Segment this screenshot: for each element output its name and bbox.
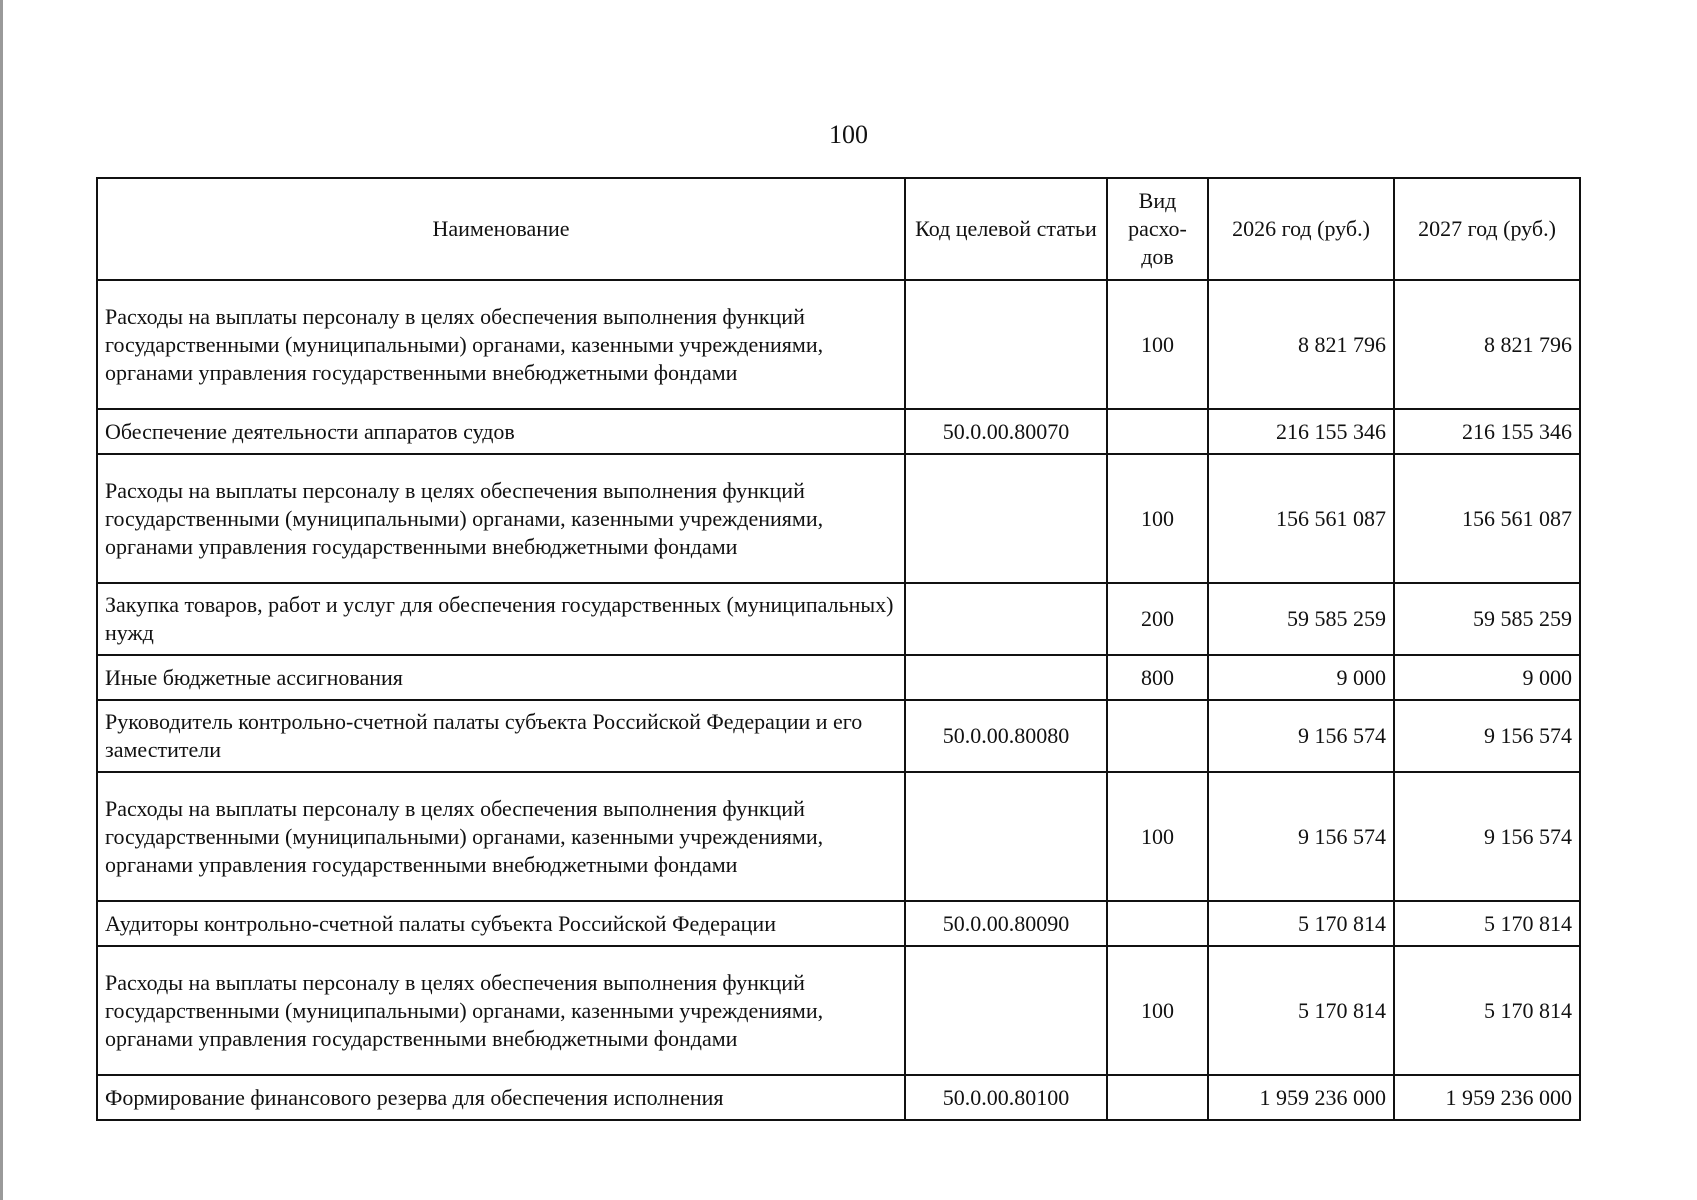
row-2027: 59 585 259 — [1394, 583, 1580, 655]
row-name: Формирование финансового резерва для обеспечения исполнения — [97, 1075, 905, 1120]
row-2026: 156 561 087 — [1208, 454, 1394, 583]
table-header-row — [97, 178, 1580, 280]
row-type: 800 — [1107, 655, 1208, 700]
row-2026: 8 821 796 — [1208, 280, 1394, 409]
row-code — [905, 280, 1107, 409]
row-2026: 5 170 814 — [1208, 946, 1394, 1075]
row-name: Расходы на выплаты персоналу в целях обеспечения выполнения функций государственными (муниципальными) органами, казенными учреждениями, органами управления государственными внебюджетными фондами — [97, 772, 905, 901]
row-code: 50.0.00.80080 — [905, 700, 1107, 772]
row-name: Закупка товаров, работ и услуг для обеспечения государственных (муниципальных) нужд — [97, 583, 905, 655]
row-code — [905, 946, 1107, 1075]
row-code: 50.0.00.80070 — [905, 409, 1107, 454]
row-name: Обеспечение деятельности аппаратов судов — [97, 409, 905, 454]
row-2026: 59 585 259 — [1208, 583, 1394, 655]
row-2027: 9 156 574 — [1394, 700, 1580, 772]
row-2027: 5 170 814 — [1394, 946, 1580, 1075]
row-code — [905, 655, 1107, 700]
row-name: Иные бюджетные ассигнования — [97, 655, 905, 700]
header-code: Код целевой статьи — [905, 178, 1107, 280]
row-type: 100 — [1107, 280, 1208, 409]
row-2027: 216 155 346 — [1394, 409, 1580, 454]
row-name: Расходы на выплаты персоналу в целях обеспечения выполнения функций государственными (муниципальными) органами, казенными учреждениями, органами управления государственными внебюджетными фондами — [97, 454, 905, 583]
table-row — [97, 772, 1580, 901]
row-2026: 9 156 574 — [1208, 772, 1394, 901]
scan-edge — [0, 0, 3, 1200]
row-type: 100 — [1107, 772, 1208, 901]
header-name: Наименование — [97, 178, 905, 280]
row-type: 100 — [1107, 946, 1208, 1075]
row-type: 100 — [1107, 454, 1208, 583]
row-2026: 9 156 574 — [1208, 700, 1394, 772]
table-row — [97, 700, 1580, 772]
row-2026: 216 155 346 — [1208, 409, 1394, 454]
row-2027: 8 821 796 — [1394, 280, 1580, 409]
table-row — [97, 409, 1580, 454]
row-code — [905, 772, 1107, 901]
row-code: 50.0.00.80100 — [905, 1075, 1107, 1120]
table-row — [97, 583, 1580, 655]
row-type — [1107, 700, 1208, 772]
table-row — [97, 655, 1580, 700]
row-2027: 9 000 — [1394, 655, 1580, 700]
row-name: Руководитель контрольно-счетной палаты субъекта Российской Федерации и его заместители — [97, 700, 905, 772]
row-2027: 5 170 814 — [1394, 901, 1580, 946]
header-type: Вид расхо-дов — [1107, 178, 1208, 280]
budget-table — [96, 177, 1581, 1121]
table-row — [97, 1075, 1580, 1120]
table-row — [97, 901, 1580, 946]
row-2027: 1 959 236 000 — [1394, 1075, 1580, 1120]
row-type — [1107, 409, 1208, 454]
row-2026: 9 000 — [1208, 655, 1394, 700]
row-name: Аудиторы контрольно-счетной палаты субъекта Российской Федерации — [97, 901, 905, 946]
row-2027: 156 561 087 — [1394, 454, 1580, 583]
row-2027: 9 156 574 — [1394, 772, 1580, 901]
row-name: Расходы на выплаты персоналу в целях обеспечения выполнения функций государственными (муниципальными) органами, казенными учреждениями, органами управления государственными внебюджетными фондами — [97, 280, 905, 409]
row-type — [1107, 901, 1208, 946]
header-2026: 2026 год (руб.) — [1208, 178, 1394, 280]
row-code — [905, 454, 1107, 583]
row-2026: 5 170 814 — [1208, 901, 1394, 946]
table-row — [97, 946, 1580, 1075]
header-2027: 2027 год (руб.) — [1394, 178, 1580, 280]
row-2026: 1 959 236 000 — [1208, 1075, 1394, 1120]
table-row — [97, 280, 1580, 409]
row-type — [1107, 1075, 1208, 1120]
page-number: 100 — [829, 120, 868, 149]
row-code — [905, 583, 1107, 655]
row-code: 50.0.00.80090 — [905, 901, 1107, 946]
row-name: Расходы на выплаты персоналу в целях обеспечения выполнения функций государственными (муниципальными) органами, казенными учреждениями, органами управления государственными внебюджетными фондами — [97, 946, 905, 1075]
row-type: 200 — [1107, 583, 1208, 655]
table-row — [97, 454, 1580, 583]
